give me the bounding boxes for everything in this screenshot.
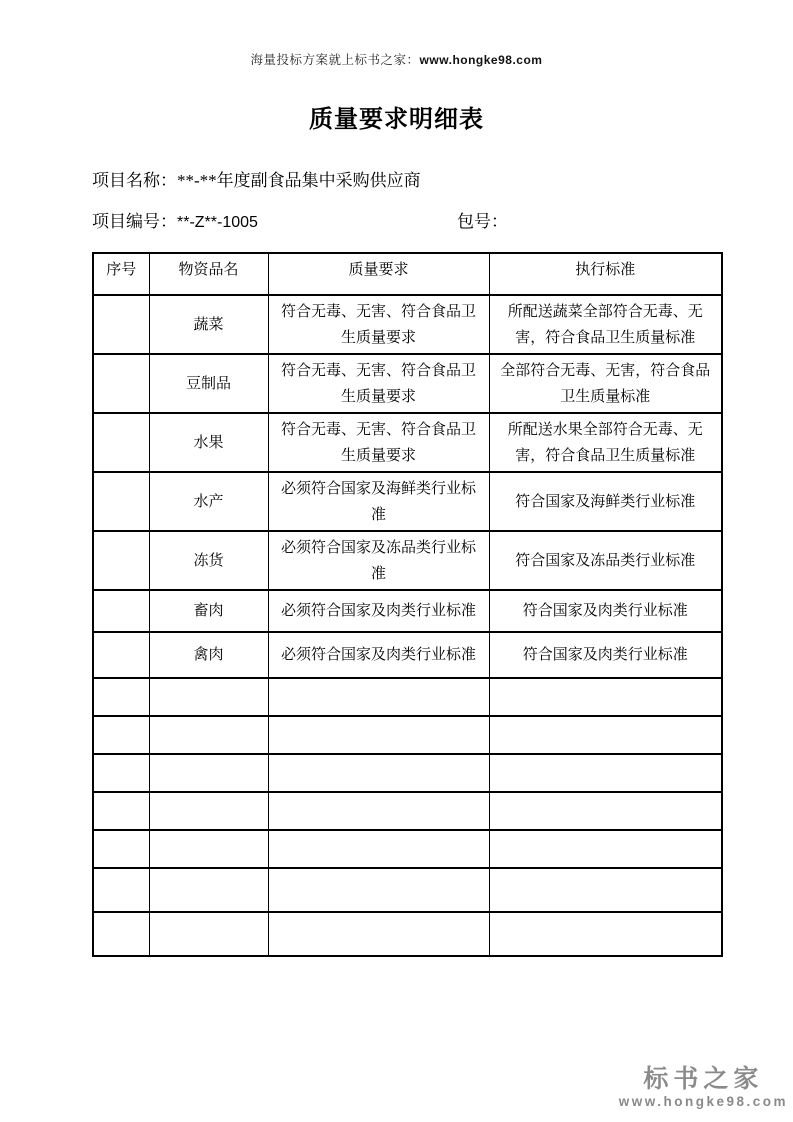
empty-table-row (93, 792, 722, 830)
header-item-name: 物资品名 (149, 253, 268, 295)
empty-cell (93, 868, 149, 912)
empty-cell (93, 830, 149, 868)
table-row (93, 472, 722, 531)
cell-standard: 所配送蔬菜全部符合无毒、无害，符合食品卫生质量标准 (489, 295, 722, 354)
empty-table-row (93, 868, 722, 912)
cell-standard: 符合国家及冻品类行业标准 (489, 531, 722, 590)
cell-requirement: 必须符合国家及肉类行业标准 (268, 632, 489, 678)
empty-cell (268, 716, 489, 754)
empty-cell (149, 792, 268, 830)
table-row (93, 413, 722, 472)
cell-standard: 所配送水果全部符合无毒、无害，符合食品卫生质量标准 (489, 413, 722, 472)
empty-table-row (93, 716, 722, 754)
cell-standard: 符合国家及海鲜类行业标准 (489, 472, 722, 531)
cell-seq (93, 354, 149, 413)
empty-cell (149, 912, 268, 956)
cell-requirement: 必须符合国家及肉类行业标准 (268, 590, 489, 632)
empty-cell (268, 792, 489, 830)
table-row (93, 590, 722, 632)
cell-name: 畜肉 (149, 590, 268, 632)
cell-standard: 符合国家及肉类行业标准 (489, 590, 722, 632)
cell-standard: 符合国家及肉类行业标准 (489, 632, 722, 678)
cell-standard: 全部符合无毒、无害，符合食品卫生质量标准 (489, 354, 722, 413)
empty-cell (93, 912, 149, 956)
package-number-label: 包号： (457, 212, 508, 231)
project-name-value: **-**年度副食品集中采购供应商 (177, 171, 421, 190)
empty-cell (93, 678, 149, 716)
top-banner-url[interactable]: www.hongke98.com (419, 53, 543, 67)
table-row (93, 632, 722, 678)
empty-cell (149, 830, 268, 868)
empty-table-row (93, 912, 722, 956)
cell-name: 蔬菜 (149, 295, 268, 354)
empty-cell (149, 754, 268, 792)
empty-cell (149, 716, 268, 754)
empty-cell (489, 912, 722, 956)
page-title: 质量要求明细表 (309, 107, 484, 133)
empty-cell (268, 678, 489, 716)
header-requirement: 质量要求 (268, 253, 489, 295)
table-row (93, 531, 722, 590)
footer-watermark (619, 1066, 788, 1110)
cell-name: 水果 (149, 413, 268, 472)
project-name-line (92, 170, 793, 192)
empty-table-row (93, 678, 722, 716)
table-header-row (93, 253, 722, 295)
cell-name: 水产 (149, 472, 268, 531)
cell-name: 禽肉 (149, 632, 268, 678)
table-row (93, 354, 722, 413)
cell-requirement: 符合无毒、无害、符合食品卫生质量要求 (268, 354, 489, 413)
empty-cell (489, 830, 722, 868)
empty-cell (489, 716, 722, 754)
project-name-label: 项目名称： (92, 171, 177, 190)
empty-table-row (93, 754, 722, 792)
cell-seq (93, 472, 149, 531)
cell-requirement: 必须符合国家及海鲜类行业标准 (268, 472, 489, 531)
top-banner (0, 0, 793, 68)
empty-cell (268, 868, 489, 912)
cell-requirement: 必须符合国家及冻品类行业标准 (268, 531, 489, 590)
cell-name: 豆制品 (149, 354, 268, 413)
empty-cell (489, 868, 722, 912)
empty-cell (268, 830, 489, 868)
empty-cell (149, 678, 268, 716)
top-banner-text: 海量投标方案就上标书之家： (250, 53, 420, 67)
cell-requirement: 符合无毒、无害、符合食品卫生质量要求 (268, 413, 489, 472)
footer-brand-logo: 标书之家 (643, 1065, 764, 1093)
cell-seq (93, 590, 149, 632)
cell-seq (93, 531, 149, 590)
cell-requirement: 符合无毒、无害、符合食品卫生质量要求 (268, 295, 489, 354)
empty-cell (149, 868, 268, 912)
cell-name: 冻货 (149, 531, 268, 590)
project-number-value: **-Z**-1005 (177, 214, 258, 231)
empty-cell (268, 912, 489, 956)
header-standard: 执行标准 (489, 253, 722, 295)
empty-cell (93, 716, 149, 754)
header-seq: 序号 (93, 253, 149, 295)
empty-cell (93, 754, 149, 792)
cell-seq (93, 632, 149, 678)
empty-table-row (93, 830, 722, 868)
project-number-label: 项目编号： (92, 212, 177, 231)
quality-requirements-table (92, 252, 723, 957)
project-number-line (92, 211, 793, 233)
cell-seq (93, 413, 149, 472)
empty-cell (489, 678, 722, 716)
empty-cell (93, 792, 149, 830)
empty-cell (489, 754, 722, 792)
empty-cell (489, 792, 722, 830)
empty-cell (268, 754, 489, 792)
table-row (93, 295, 722, 354)
cell-seq (93, 295, 149, 354)
footer-url[interactable]: www.hongke98.com (618, 1094, 788, 1109)
